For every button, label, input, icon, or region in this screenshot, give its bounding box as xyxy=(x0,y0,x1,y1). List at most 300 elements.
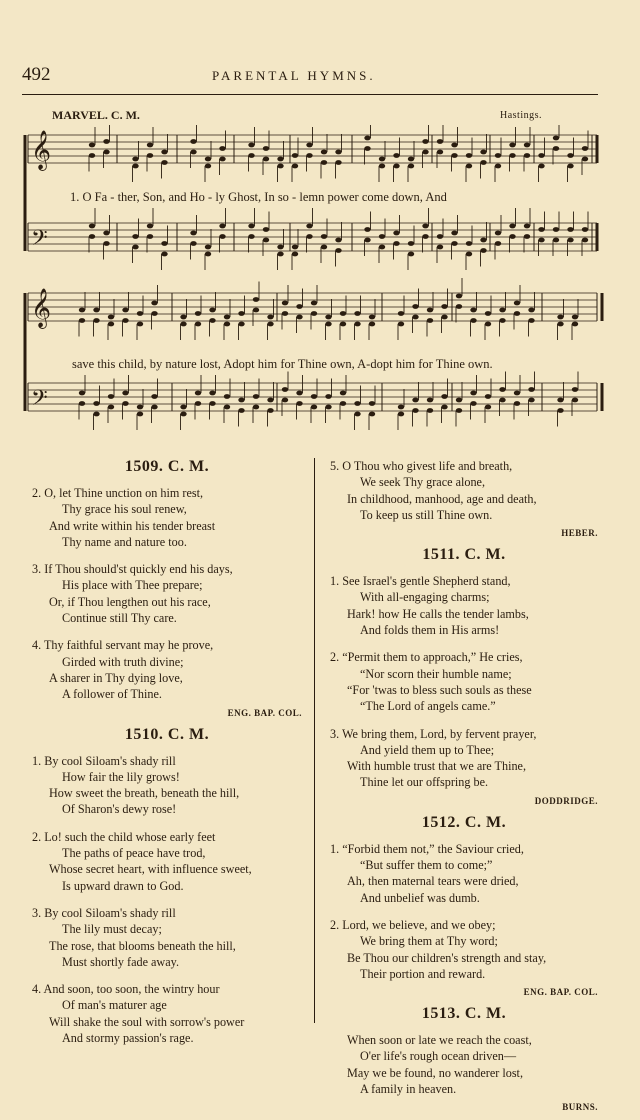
note-head xyxy=(263,146,269,151)
note-head xyxy=(219,146,225,151)
note-head xyxy=(437,139,443,144)
hymn-line: And write within his tender breast xyxy=(49,518,216,533)
treble-clef-icon: 𝄞 xyxy=(31,288,52,328)
note-head xyxy=(509,143,515,148)
note-head xyxy=(514,401,520,406)
note-head xyxy=(151,301,157,306)
hymn-line: How sweet the breath, beneath the hill, xyxy=(49,786,240,801)
note-head xyxy=(267,398,273,403)
hymn-line: The lily must decay; xyxy=(62,922,162,937)
note-head xyxy=(499,308,505,313)
note-head xyxy=(277,245,283,250)
hymn-line: How fair the lily grows! xyxy=(62,769,180,784)
lyric-line-2: save this child, by nature lost, Adopt him for Thine own, A-dopt him for Thine own. xyxy=(72,357,493,371)
note-head xyxy=(253,394,259,399)
hymn-line: Or, if Thou lengthen out his race, xyxy=(49,594,211,609)
hymn-line: The paths of peace have trod, xyxy=(62,846,206,861)
note-head xyxy=(528,308,534,313)
note-head xyxy=(132,164,138,169)
note-head xyxy=(224,394,230,399)
note-head xyxy=(79,308,85,313)
note-head xyxy=(147,234,153,239)
note-head xyxy=(437,150,443,155)
bass-clef-icon: 𝄢 xyxy=(31,226,48,256)
note-head xyxy=(398,405,404,410)
note-head xyxy=(263,238,269,243)
note-head xyxy=(93,401,99,406)
hymn-attribution: BURNS. xyxy=(562,1102,598,1113)
note-head xyxy=(321,234,327,239)
note-head xyxy=(495,241,501,246)
note-head xyxy=(108,405,114,410)
note-head xyxy=(147,143,153,148)
note-head xyxy=(470,318,476,323)
note-head xyxy=(93,308,99,313)
hymn-line: 1. By cool Siloam's shady rill xyxy=(32,753,176,768)
note-head xyxy=(369,315,375,320)
hymn-line: 3. If Thou should'st quickly end his days, xyxy=(32,562,233,577)
note-head xyxy=(427,308,433,313)
note-head xyxy=(292,164,298,169)
stanza xyxy=(330,917,598,982)
note-head xyxy=(325,315,331,320)
note-head xyxy=(393,164,399,169)
note-head xyxy=(263,157,269,162)
hymn-line: 3. By cool Siloam's shady rill xyxy=(32,905,176,920)
note-head xyxy=(393,241,399,246)
note-head xyxy=(514,391,520,396)
note-head xyxy=(528,398,534,403)
note-head xyxy=(219,224,225,229)
note-head xyxy=(441,304,447,309)
note-head xyxy=(422,150,428,155)
note-head xyxy=(122,391,128,396)
hymn-line: 2. O, let Thine unction on him rest, xyxy=(32,486,204,500)
note-head xyxy=(456,408,462,413)
note-head xyxy=(209,308,215,313)
hymn-heading: 1513. C. M. xyxy=(421,1005,507,1023)
note-head xyxy=(325,322,331,327)
note-head xyxy=(267,408,273,413)
note-head xyxy=(398,322,404,327)
note-head xyxy=(514,311,520,316)
note-head xyxy=(267,315,273,320)
note-head xyxy=(79,391,85,396)
note-head xyxy=(296,304,302,309)
note-head xyxy=(451,231,457,236)
note-head xyxy=(422,224,428,229)
note-head xyxy=(296,401,302,406)
hymn-line: A sharer in Thy dying love, xyxy=(49,670,183,685)
note-head xyxy=(296,315,302,320)
note-head xyxy=(340,322,346,327)
hymn-heading: 1509. C. M. xyxy=(124,458,210,475)
note-head xyxy=(248,224,254,229)
note-head xyxy=(248,234,254,239)
hymn-line: With humble trust that we are Thine, xyxy=(347,759,527,774)
hymn-line: When soon or late we reach the coast, xyxy=(347,1033,532,1048)
stanza xyxy=(330,573,598,638)
note-head xyxy=(238,398,244,403)
hymn-line: And yield them up to Thee; xyxy=(360,742,495,757)
note-head xyxy=(321,245,327,250)
hymn-line: To keep us still Thine own. xyxy=(360,507,493,522)
note-head xyxy=(190,231,196,236)
column-divider xyxy=(314,458,315,1023)
note-head xyxy=(151,405,157,410)
hymn-line: The rose, that blooms beneath the hill, xyxy=(49,938,236,953)
note-head xyxy=(282,301,288,306)
note-head xyxy=(553,146,559,151)
note-head xyxy=(379,234,385,239)
note-head xyxy=(180,412,186,417)
hymn-line: Whose secret heart, with influence sweet, xyxy=(49,862,252,877)
note-head xyxy=(224,315,230,320)
note-head xyxy=(335,238,341,243)
note-head xyxy=(292,245,298,250)
note-head xyxy=(480,160,486,165)
note-head xyxy=(528,318,534,323)
note-head xyxy=(524,143,530,148)
note-head xyxy=(422,234,428,239)
note-head xyxy=(412,398,418,403)
note-head xyxy=(466,153,472,158)
note-head xyxy=(306,153,312,158)
hymn-line: 2. Lo! such the child whose early feet xyxy=(32,829,216,844)
note-head xyxy=(238,311,244,316)
note-head xyxy=(582,146,588,151)
note-head xyxy=(161,252,167,257)
note-head xyxy=(379,157,385,162)
note-head xyxy=(253,297,259,302)
note-head xyxy=(321,150,327,155)
note-head xyxy=(93,412,99,417)
note-head xyxy=(480,238,486,243)
hymn-line: Their portion and reward. xyxy=(360,966,486,981)
note-head xyxy=(354,412,360,417)
note-head xyxy=(557,315,563,320)
note-head xyxy=(354,322,360,327)
note-head xyxy=(408,252,414,257)
note-head xyxy=(137,322,143,327)
note-head xyxy=(205,164,211,169)
hymn-line: Will shake the soul with sorrow's power xyxy=(49,1014,245,1029)
note-head xyxy=(282,387,288,392)
stanza xyxy=(32,981,302,1046)
hymn-line: “But suffer them to come;” xyxy=(360,858,493,873)
note-head xyxy=(335,248,341,253)
note-head xyxy=(282,311,288,316)
note-head xyxy=(282,398,288,403)
hymn-attribution: ENG. BAP. COL. xyxy=(227,707,302,718)
hymn-line: Continue still Thy care. xyxy=(62,611,177,626)
note-head xyxy=(195,401,201,406)
note-head xyxy=(369,401,375,406)
note-head xyxy=(238,408,244,413)
note-head xyxy=(306,143,312,148)
hymn-line: And unbelief was dumb. xyxy=(360,890,480,905)
note-head xyxy=(340,401,346,406)
tune-composer: Hastings. xyxy=(500,110,542,121)
note-head xyxy=(582,238,588,243)
stanza xyxy=(32,905,302,970)
note-head xyxy=(108,322,114,327)
note-head xyxy=(485,394,491,399)
note-head xyxy=(190,241,196,246)
note-head xyxy=(321,160,327,165)
note-head xyxy=(572,322,578,327)
note-head xyxy=(495,231,501,236)
stanza xyxy=(330,458,598,523)
hymn-attribution: DODDRIDGE. xyxy=(534,795,598,806)
note-head xyxy=(456,294,462,299)
hymn-line: 2. Lord, we believe, and we obey; xyxy=(330,917,496,932)
note-head xyxy=(205,245,211,250)
hymn-line: Be Thou our children's strength and stay, xyxy=(347,950,547,965)
note-head xyxy=(557,322,563,327)
note-head xyxy=(195,391,201,396)
note-head xyxy=(408,164,414,169)
note-head xyxy=(441,405,447,410)
note-head xyxy=(205,157,211,162)
note-head xyxy=(354,401,360,406)
hymn-line: Of man's maturer age xyxy=(62,998,167,1013)
header-rule xyxy=(22,94,598,95)
hymn-heading: 1510. C. M. xyxy=(124,725,210,743)
hymn-line: In childhood, manhood, age and death, xyxy=(347,491,537,506)
note-head xyxy=(408,241,414,246)
note-head xyxy=(369,412,375,417)
note-head xyxy=(151,394,157,399)
note-head xyxy=(161,150,167,155)
note-head xyxy=(582,157,588,162)
note-head xyxy=(103,139,109,144)
note-head xyxy=(238,322,244,327)
note-head xyxy=(485,311,491,316)
note-head xyxy=(567,238,573,243)
note-head xyxy=(538,238,544,243)
note-head xyxy=(499,318,505,323)
hymn-line: Girded with truth divine; xyxy=(62,654,184,669)
hymn-heading: 1511. C. M. xyxy=(422,546,506,564)
note-head xyxy=(137,311,143,316)
hymn-line: “Nor scorn their humble name; xyxy=(360,666,512,681)
note-head xyxy=(253,308,259,313)
hymn-line: A follower of Thine. xyxy=(62,687,162,702)
note-head xyxy=(89,143,95,148)
note-head xyxy=(89,224,95,229)
music-score xyxy=(22,125,612,445)
note-head xyxy=(499,387,505,392)
stanza xyxy=(32,753,302,818)
note-head xyxy=(277,157,283,162)
stanza xyxy=(32,561,302,626)
note-head xyxy=(567,164,573,169)
note-head xyxy=(364,238,370,243)
note-head xyxy=(209,318,215,323)
note-head xyxy=(451,153,457,158)
treble-clef-icon: 𝄞 xyxy=(31,130,52,170)
hymn-line: 5. O Thou who givest life and breath, xyxy=(330,459,513,473)
note-head xyxy=(557,408,563,413)
note-head xyxy=(553,136,559,141)
note-head xyxy=(379,164,385,169)
stanza xyxy=(32,637,302,702)
note-head xyxy=(151,311,157,316)
note-head xyxy=(122,318,128,323)
note-head xyxy=(209,401,215,406)
right-column xyxy=(330,458,598,1120)
note-head xyxy=(524,153,530,158)
note-head xyxy=(553,227,559,232)
note-head xyxy=(480,248,486,253)
hymn-line: May we be found, no wanderer lost, xyxy=(347,1065,523,1080)
note-head xyxy=(190,139,196,144)
note-head xyxy=(132,157,138,162)
note-head xyxy=(137,412,143,417)
note-head xyxy=(219,157,225,162)
note-head xyxy=(398,311,404,316)
note-head xyxy=(364,136,370,141)
note-head xyxy=(325,405,331,410)
note-head xyxy=(379,245,385,250)
note-head xyxy=(572,387,578,392)
note-head xyxy=(427,398,433,403)
note-head xyxy=(495,164,501,169)
hymn-line: Thy grace his soul renew, xyxy=(62,502,187,517)
note-head xyxy=(451,143,457,148)
hymn-line: Must shortly fade away. xyxy=(62,954,179,969)
note-head xyxy=(132,245,138,250)
note-head xyxy=(485,405,491,410)
note-head xyxy=(470,401,476,406)
hymn-line: 2. “Permit them to approach,” He cries, xyxy=(330,650,523,665)
note-head xyxy=(147,224,153,229)
note-head xyxy=(485,322,491,327)
note-head xyxy=(93,318,99,323)
note-head xyxy=(480,150,486,155)
hymn-heading: 1512. C. M. xyxy=(421,813,507,831)
stanza xyxy=(32,485,302,550)
running-head: PARENTAL HYMNS. xyxy=(212,68,376,83)
note-head xyxy=(311,405,317,410)
hymn-line: Thy name and nature too. xyxy=(62,534,187,549)
note-head xyxy=(509,234,515,239)
note-head xyxy=(79,318,85,323)
note-head xyxy=(292,153,298,158)
stanza xyxy=(32,829,302,894)
note-head xyxy=(195,322,201,327)
note-head xyxy=(89,234,95,239)
hymn-attribution: HEBER. xyxy=(561,528,598,539)
hymn-line: 3. We bring them, Lord, by fervent prayer, xyxy=(330,726,537,741)
note-head xyxy=(524,224,530,229)
note-head xyxy=(369,322,375,327)
stanza xyxy=(330,841,598,906)
note-head xyxy=(524,234,530,239)
hymn-line: “The Lord of angels came.” xyxy=(360,699,496,714)
hymn-line: Of Sharon's dewy rose! xyxy=(62,802,177,817)
note-head xyxy=(572,398,578,403)
note-head xyxy=(277,252,283,257)
note-head xyxy=(427,408,433,413)
note-head xyxy=(335,150,341,155)
note-head xyxy=(335,160,341,165)
note-head xyxy=(267,322,273,327)
hymn-line: We bring them at Thy word; xyxy=(360,934,498,949)
note-head xyxy=(108,394,114,399)
note-head xyxy=(340,391,346,396)
bass-clef-icon: 𝄢 xyxy=(31,386,48,416)
note-head xyxy=(567,227,573,232)
note-head xyxy=(582,227,588,232)
hymn-line: 1. See Israel's gentle Shepherd stand, xyxy=(330,574,511,589)
note-head xyxy=(499,398,505,403)
note-head xyxy=(437,245,443,250)
hymn-line: And stormy passion's rage. xyxy=(62,1031,194,1046)
note-head xyxy=(466,241,472,246)
note-head xyxy=(277,164,283,169)
note-head xyxy=(398,412,404,417)
note-head xyxy=(263,227,269,232)
note-head xyxy=(103,231,109,236)
note-head xyxy=(253,405,259,410)
note-head xyxy=(393,231,399,236)
note-head xyxy=(311,311,317,316)
note-head xyxy=(553,238,559,243)
hymn-line: A family in heaven. xyxy=(360,1082,457,1097)
note-head xyxy=(180,405,186,410)
note-head xyxy=(248,153,254,158)
hymn-line: Thine let our offspring be. xyxy=(360,775,489,790)
note-head xyxy=(311,394,317,399)
note-head xyxy=(292,252,298,257)
note-head xyxy=(122,308,128,313)
note-head xyxy=(195,311,201,316)
note-head xyxy=(393,153,399,158)
note-head xyxy=(466,164,472,169)
note-head xyxy=(495,153,501,158)
note-head xyxy=(456,398,462,403)
note-head xyxy=(509,153,515,158)
stanza xyxy=(330,649,598,714)
note-head xyxy=(422,139,428,144)
note-head xyxy=(205,252,211,257)
note-head xyxy=(441,394,447,399)
note-head xyxy=(311,301,317,306)
note-head xyxy=(306,224,312,229)
note-head xyxy=(137,405,143,410)
note-head xyxy=(122,401,128,406)
note-head xyxy=(161,160,167,165)
note-head xyxy=(180,315,186,320)
hymn-line: 4. Thy faithful servant may he prove, xyxy=(32,638,214,653)
note-head xyxy=(470,308,476,313)
hymn-attribution: ENG. BAP. COL. xyxy=(523,987,598,998)
hymn-line: We seek Thy grace alone, xyxy=(360,475,486,490)
note-head xyxy=(79,401,85,406)
tune-name: MARVEL. C. M. xyxy=(52,108,140,122)
note-head xyxy=(224,405,230,410)
note-head xyxy=(248,143,254,148)
note-head xyxy=(412,315,418,320)
note-head xyxy=(557,398,563,403)
hymn-line: His place with Thee prepare; xyxy=(62,578,203,593)
hymn-line: And folds them in His arms! xyxy=(360,623,500,638)
hymn-line: 4. And soon, too soon, the wintry hour xyxy=(32,982,220,997)
note-head xyxy=(451,241,457,246)
note-head xyxy=(103,150,109,155)
